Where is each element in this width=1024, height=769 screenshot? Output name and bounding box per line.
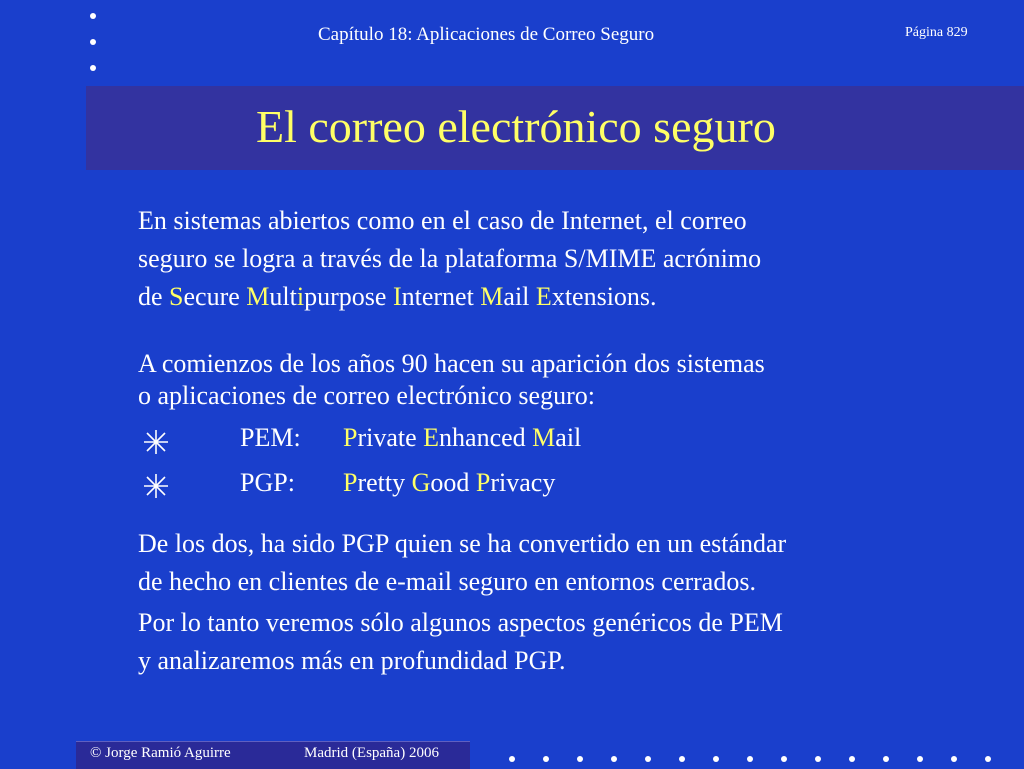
decor-dot (747, 756, 753, 762)
slide-title: El correo electrónico seguro (256, 101, 776, 152)
bullet-desc-pgp (343, 468, 555, 498)
decor-dot (985, 756, 991, 762)
decor-dot (883, 756, 889, 762)
decor-dot (781, 756, 787, 762)
text: rivacy (490, 468, 556, 497)
text: ult (269, 282, 297, 311)
text: nternet (401, 282, 481, 311)
highlight-letter: S (169, 282, 184, 311)
para3-line1: De los dos, ha sido PGP quien se ha convertido en un estándar (138, 529, 787, 558)
highlight-letter: E (535, 282, 552, 311)
highlight-letter: E (423, 423, 440, 452)
decor-dot (849, 756, 855, 762)
para1-line3 (138, 278, 657, 316)
decor-dot (815, 756, 821, 762)
footer-place: Madrid (España) 2006 (304, 745, 439, 761)
highlight-letter: I (392, 282, 402, 311)
footer-band (76, 741, 470, 769)
asterisk-bullet-icon (140, 470, 172, 502)
page-number: Página 829 (905, 25, 968, 40)
para4-line2: y analizaremos más en profundidad PGP. (138, 646, 566, 675)
highlight-letter: M (532, 423, 556, 452)
highlight-letter: P (343, 468, 358, 497)
decor-dot (951, 756, 957, 762)
highlight-letter: G (411, 468, 431, 497)
decor-dot (917, 756, 923, 762)
para2-line1: A comienzos de los años 90 hacen su aparición dos sistemas (138, 349, 765, 378)
para4-line1: Por lo tanto veremos sólo algunos aspectos genéricos de PEM (138, 608, 783, 637)
decor-dot (90, 13, 96, 19)
decor-dot (90, 65, 96, 71)
text: xtensions. (551, 282, 657, 311)
chapter-header: Capítulo 18: Aplicaciones de Correo Seguro (318, 24, 655, 45)
text: ail (555, 423, 582, 452)
text: ood (430, 468, 476, 497)
highlight-letter: M (480, 282, 504, 311)
text: purpose (304, 282, 393, 311)
decor-dot (679, 756, 685, 762)
highlight-letter: P (343, 423, 358, 452)
title-band (86, 86, 1024, 170)
decor-dot (577, 756, 583, 762)
decor-dot (509, 756, 515, 762)
para3-line2: de hecho en clientes de e-mail seguro en entornos cerrados. (138, 567, 756, 596)
decor-dot (543, 756, 549, 762)
highlight-letter: i (296, 282, 305, 311)
footer-copyright: © Jorge Ramió Aguirre (90, 745, 231, 761)
text: ecure (183, 282, 247, 311)
asterisk-bullet-icon (140, 426, 172, 458)
highlight-letter: M (246, 282, 270, 311)
decor-dot (713, 756, 719, 762)
text: retty (357, 468, 412, 497)
bullet-term-pem: PEM: (240, 423, 301, 452)
text: de (138, 282, 170, 311)
bullet-desc-pem (343, 423, 581, 453)
para1-line1: En sistemas abiertos como en el caso de Internet, el correo (138, 206, 747, 235)
decor-dot (611, 756, 617, 762)
highlight-letter: P (475, 468, 491, 497)
para1-line2: seguro se logra a través de la plataforma S/MIME acrónimo (138, 244, 762, 273)
bullet-term-pgp: PGP: (240, 468, 295, 497)
text: nhanced (439, 423, 533, 452)
text: rivate (357, 423, 424, 452)
text: ail (503, 282, 536, 311)
para2-line2: o aplicaciones de correo electrónico seguro: (138, 381, 595, 410)
decor-dot (645, 756, 651, 762)
decor-dot (90, 39, 96, 45)
